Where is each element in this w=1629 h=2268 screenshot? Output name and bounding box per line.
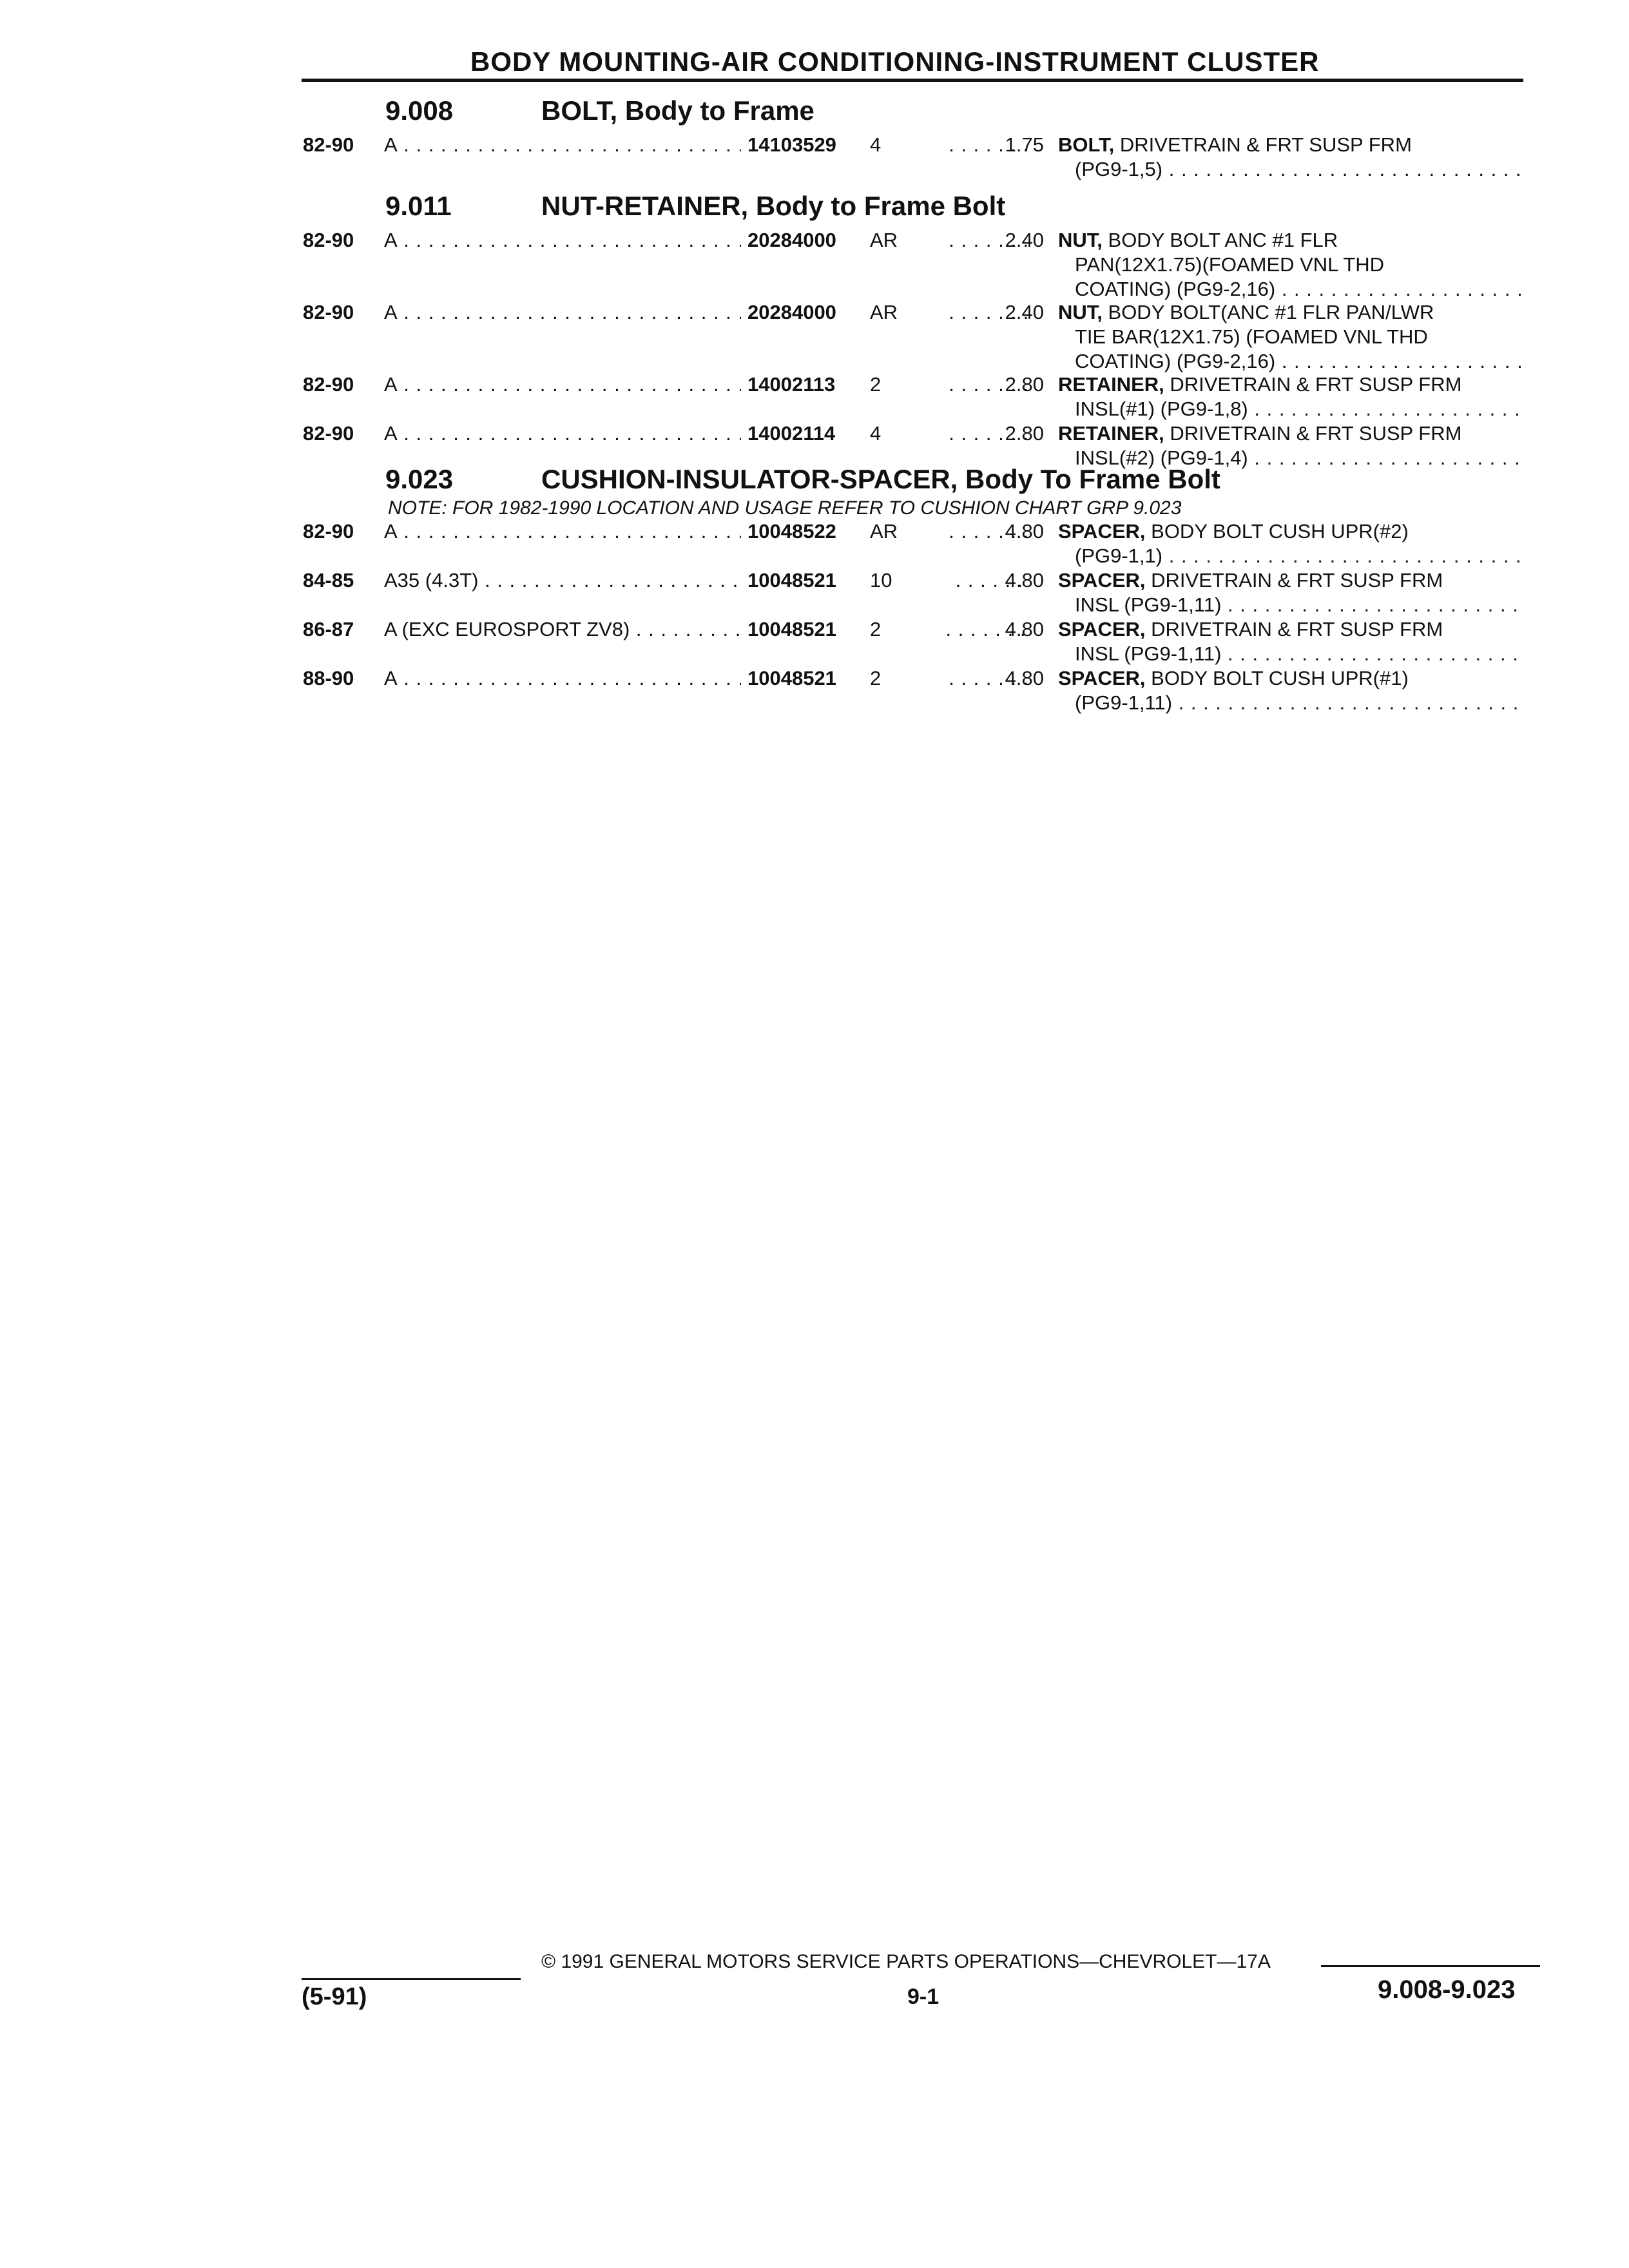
description-text: BODY BOLT CUSH UPR(#2) — [1151, 520, 1409, 543]
description-keyword: SPACER, — [1058, 618, 1146, 640]
footer-page-number: 9-1 — [907, 1984, 940, 2009]
model-years: 88-90 — [303, 667, 354, 689]
part-description — [1058, 617, 1522, 666]
description-line — [1058, 349, 1522, 374]
part-row — [303, 519, 1527, 568]
description-line — [1058, 133, 1522, 157]
part-description — [1058, 300, 1522, 374]
description-text: DRIVETRAIN & FRT SUSP FRM — [1170, 373, 1462, 396]
part-row — [303, 617, 1527, 666]
description-line — [1058, 519, 1522, 544]
part-row — [303, 300, 1527, 372]
quantity: 4 — [870, 421, 947, 446]
description-text: INSL(#2) (PG9-1,4) — [1075, 447, 1248, 469]
description-keyword: SPACER, — [1058, 569, 1146, 591]
description-keyword: RETAINER, — [1058, 422, 1164, 445]
part-description — [1058, 228, 1522, 302]
quantity: 2 — [870, 666, 947, 691]
section-note: NOTE: FOR 1982-1990 LOCATION AND USAGE REFER TO CUSHION CHART GRP 9.023 — [388, 497, 1182, 519]
model-years: 82-90 — [303, 422, 354, 445]
price: 4.80 — [1005, 667, 1044, 689]
description-line — [1058, 253, 1522, 277]
price: 2.40 — [1005, 229, 1044, 251]
quantity: AR — [870, 300, 947, 325]
description-text: INSL (PG9-1,11) — [1075, 642, 1222, 665]
description-line — [1058, 157, 1522, 182]
description-text: INSL (PG9-1,11) — [1075, 593, 1222, 616]
footer-revision-date: (5-91) — [302, 1983, 367, 2010]
model-years: 84-85 — [303, 569, 354, 591]
section-header — [303, 464, 1527, 501]
description-text: (PG9-1,5) — [1075, 158, 1163, 180]
description-text: BODY BOLT(ANC #1 FLR PAN/LWR — [1108, 301, 1434, 323]
description-line — [1058, 325, 1522, 349]
parts-section — [303, 191, 1527, 470]
part-description — [1058, 421, 1522, 470]
footer-rule-right — [1321, 1965, 1540, 1967]
section-title: CUSHION-INSULATOR-SPACER, Body To Frame Bolt — [541, 464, 1220, 494]
part-number: 10048521 — [741, 617, 902, 642]
price: 2.40 — [1005, 301, 1044, 323]
page-title: BODY MOUNTING-AIR CONDITIONING-INSTRUMENT CLUSTER — [470, 46, 1320, 77]
model-usage: A . . . — [384, 228, 1028, 253]
quantity: 10 — [870, 568, 947, 593]
model-usage: A . . . — [384, 421, 1028, 446]
description-keyword: NUT, — [1058, 301, 1103, 323]
part-description — [1058, 519, 1522, 568]
parts-section — [303, 95, 1527, 182]
part-row — [303, 372, 1527, 421]
part-description — [1058, 133, 1522, 182]
description-keyword: SPACER, — [1058, 667, 1146, 689]
part-number: 14002114 — [741, 421, 902, 446]
description-text: BODY BOLT ANC #1 FLR — [1108, 229, 1338, 251]
part-row — [303, 133, 1527, 182]
description-keyword: RETAINER, — [1058, 373, 1164, 396]
model-usage: A (EXC EUROSPORT ZV8) . . . — [384, 617, 1028, 642]
part-number: 14103529 — [741, 133, 902, 157]
model-years: 86-87 — [303, 618, 354, 640]
description-text: DRIVETRAIN & FRT SUSP FRM — [1170, 422, 1462, 445]
description-keyword: NUT, — [1058, 229, 1103, 251]
quantity: AR — [870, 519, 947, 544]
description-line — [1058, 593, 1522, 617]
footer-section-range: 9.008-9.023 — [1378, 1975, 1516, 2004]
price: 4.80 — [1005, 520, 1044, 543]
model-years: 82-90 — [303, 229, 354, 251]
price: 1.75 — [1005, 133, 1044, 156]
description-line — [1058, 300, 1522, 325]
section-header — [303, 95, 1527, 133]
model-years: 82-90 — [303, 520, 354, 543]
price: 2.80 — [1005, 422, 1044, 445]
description-text: TIE BAR(12X1.75) (FOAMED VNL THD — [1075, 325, 1428, 348]
part-description — [1058, 568, 1522, 617]
section-title: NUT-RETAINER, Body to Frame Bolt — [541, 191, 1006, 221]
section-number: 9.023 — [385, 464, 454, 494]
description-line — [1058, 666, 1522, 691]
model-usage: A . . . — [384, 133, 1028, 157]
quantity: 2 — [870, 372, 947, 397]
section-header — [303, 191, 1527, 228]
description-line — [1058, 228, 1522, 253]
title-rule — [302, 79, 1523, 82]
description-text: DRIVETRAIN & FRT SUSP FRM — [1151, 618, 1443, 640]
section-number: 9.008 — [385, 95, 454, 126]
description-line — [1058, 617, 1522, 642]
part-number: 20284000 — [741, 300, 902, 325]
description-text: DRIVETRAIN & FRT SUSP FRM — [1119, 133, 1412, 156]
description-keyword: BOLT, — [1058, 133, 1115, 156]
description-text: BODY BOLT CUSH UPR(#1) — [1151, 667, 1409, 689]
price: 2.80 — [1005, 373, 1044, 396]
parts-section — [303, 464, 1527, 715]
part-row — [303, 666, 1527, 715]
description-text: DRIVETRAIN & FRT SUSP FRM — [1151, 569, 1443, 591]
footer-copyright: © 1991 GENERAL MOTORS SERVICE PARTS OPERATIONS—CHEVROLET—17A — [541, 1951, 1271, 1972]
quantity: AR — [870, 228, 947, 253]
part-row — [303, 228, 1527, 300]
quantity: 4 — [870, 133, 947, 157]
section-number: 9.011 — [385, 191, 452, 221]
model-usage: A . . . — [384, 519, 1028, 544]
part-row — [303, 421, 1527, 470]
footer-rule-left — [302, 1978, 521, 1980]
model-years: 82-90 — [303, 133, 354, 156]
part-description — [1058, 372, 1522, 421]
model-usage: A . . . — [384, 300, 1028, 325]
description-line — [1058, 544, 1522, 568]
model-usage: A . . . — [384, 666, 1028, 691]
description-text: COATING) (PG9-2,16) — [1075, 350, 1276, 372]
description-text: (PG9-1,1) — [1075, 544, 1163, 567]
part-number: 14002113 — [741, 372, 902, 397]
quantity: 2 — [870, 617, 947, 642]
part-row — [303, 568, 1527, 617]
part-number: 10048521 — [741, 666, 902, 691]
description-text: INSL(#1) (PG9-1,8) — [1075, 398, 1248, 420]
description-keyword: SPACER, — [1058, 520, 1146, 543]
model-usage: A . . . — [384, 372, 1028, 397]
description-line — [1058, 568, 1522, 593]
description-text: PAN(12X1.75)(FOAMED VNL THD — [1075, 253, 1385, 276]
description-line — [1058, 421, 1522, 446]
description-text: (PG9-1,11) — [1075, 691, 1173, 714]
model-years: 82-90 — [303, 301, 354, 323]
part-number: 20284000 — [741, 228, 902, 253]
model-usage: A35 (4.3T) . . . — [384, 568, 1028, 593]
description-line — [1058, 642, 1522, 666]
description-line — [1058, 372, 1522, 397]
description-text: COATING) (PG9-2,16) — [1075, 278, 1276, 300]
part-number: 10048521 — [741, 568, 902, 593]
part-description — [1058, 666, 1522, 715]
price: 4.80 — [1005, 618, 1044, 640]
description-line — [1058, 691, 1522, 715]
part-number: 10048522 — [741, 519, 902, 544]
description-line — [1058, 277, 1522, 302]
description-line — [1058, 397, 1522, 421]
model-years: 82-90 — [303, 373, 354, 396]
section-title: BOLT, Body to Frame — [541, 95, 815, 126]
price: 4.80 — [1005, 569, 1044, 591]
